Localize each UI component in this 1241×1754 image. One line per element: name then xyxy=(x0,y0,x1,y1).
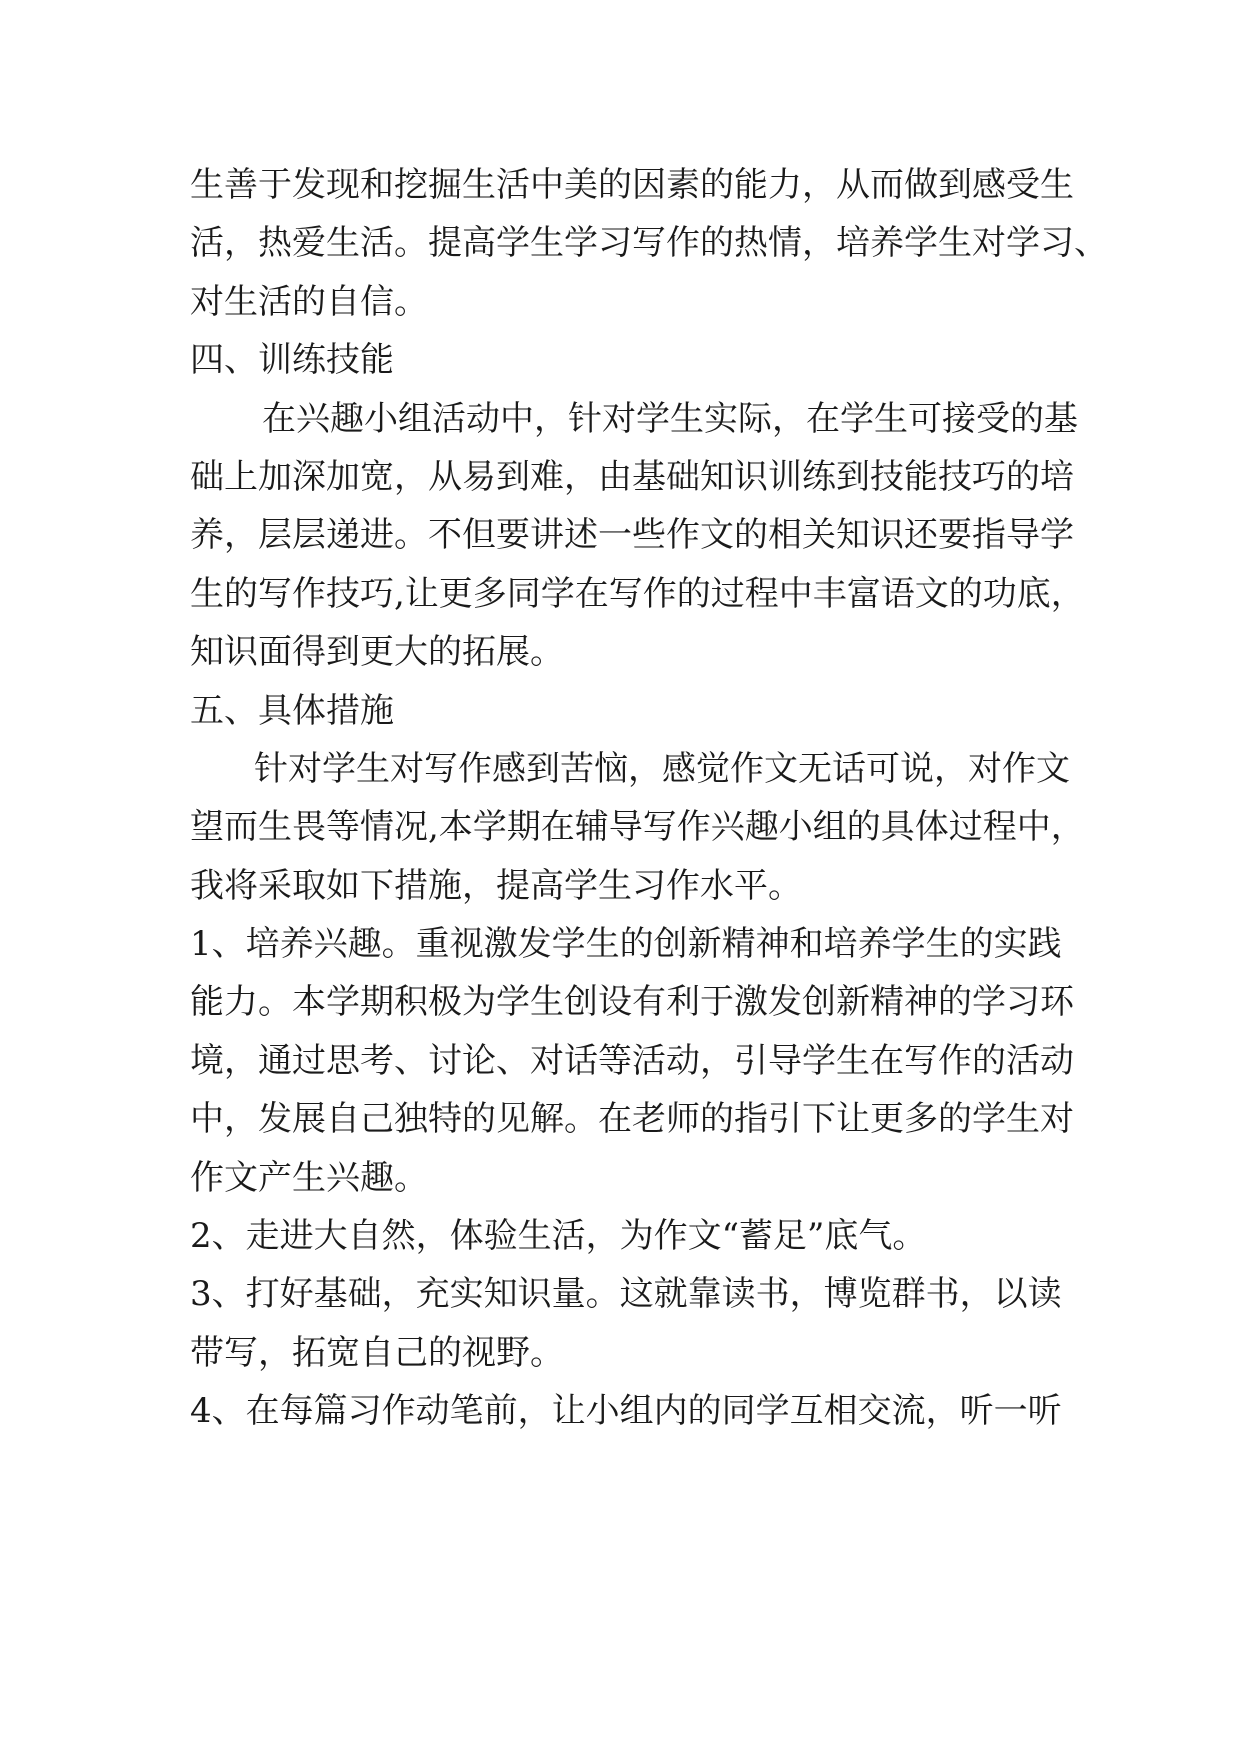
body-text xyxy=(190,156,1108,1441)
list-item: 4、在每篇习作动笔前，让小组内的同学互相交流，听一听 xyxy=(190,1391,1062,1432)
section-heading: 四、训练技能 xyxy=(190,340,394,381)
paragraph-line: 础上加深加宽，从易到难，由基础知识训练到技能技巧的培 xyxy=(190,456,1074,497)
paragraph-line: 生善于发现和挖掘生活中美的因素的能力，从而做到感受生 xyxy=(190,165,1074,205)
paragraph-line: 生的写作技巧,让更多同学在写作的过程中丰富语文的功底， xyxy=(190,573,1085,614)
paragraph-line: 知识面得到更大的拓展。 xyxy=(190,632,564,673)
paragraph-line: 针对学生对写作感到苦恼，感觉作文无话可说，对作文 xyxy=(254,748,1070,789)
paragraph-line: 养，层层递进。不但要讲述一些作文的相关知识还要指导学 xyxy=(190,515,1074,556)
section-heading: 五、具体措施 xyxy=(190,690,394,731)
paragraph-line: 活，热爱生活。提高学生学习写作的热情，培养学生对学习、 xyxy=(190,223,1108,264)
paragraph-line: 境，通过思考、讨论、对话等活动，引导学生在写作的活动 xyxy=(190,1040,1074,1081)
paragraph-line: 中，发展自己独特的见解。在老师的指引下让更多的学生对 xyxy=(190,1099,1074,1140)
paragraph-line: 我将采取如下措施，提高学生习作水平。 xyxy=(190,865,802,906)
paragraph-line: 对生活的自信。 xyxy=(190,281,428,322)
paragraph-line: 能力。本学期积极为学生创设有利于激发创新精神的学习环 xyxy=(190,982,1074,1023)
paragraph-line: 望而生畏等情况,本学期在辅导写作兴趣小组的具体过程中， xyxy=(190,807,1085,848)
list-item: 1、培养兴趣。重视激发学生的创新精神和培养学生的实践 xyxy=(190,924,1062,965)
list-item: 2、走进大自然，体验生活，为作文“蓄足”底气。 xyxy=(190,1216,927,1257)
list-item: 3、打好基础，充实知识量。这就靠读书，博览群书，以读 xyxy=(190,1274,1062,1315)
paragraph-line: 在兴趣小组活动中，针对学生实际，在学生可接受的基 xyxy=(262,398,1078,439)
paragraph-line: 作文产生兴趣。 xyxy=(190,1157,428,1198)
paragraph-line: 带写，拓宽自己的视野。 xyxy=(190,1332,564,1373)
